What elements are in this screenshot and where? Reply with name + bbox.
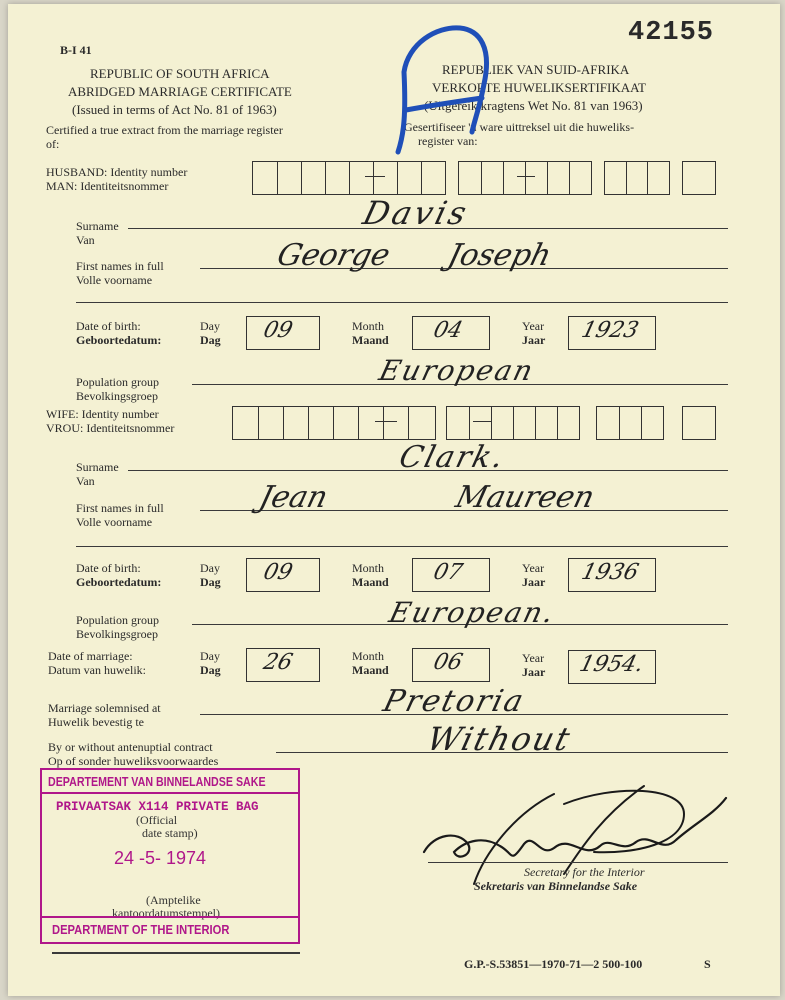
wife-surname-label-af: Van xyxy=(76,474,95,488)
month-label-af: Maand xyxy=(352,575,389,589)
serial-number: 42155 xyxy=(628,18,715,48)
stamp-underline xyxy=(52,952,300,954)
issued-en: (Issued in terms of Act No. 81 of 1963) xyxy=(72,102,277,117)
wife-first-names-value: Jean Maureen xyxy=(255,480,598,515)
husband-id-label-af: MAN: Identiteitsnommer xyxy=(46,179,169,193)
husband-dob-month: 04 xyxy=(430,318,466,343)
husband-dob-year: 1923 xyxy=(578,318,642,343)
wife-id-box-2 xyxy=(446,406,580,440)
husband-surname-label-en: Surname xyxy=(76,219,119,233)
stamp-date-stamp: date stamp) xyxy=(142,826,198,840)
month-label-af: Maand xyxy=(352,663,389,677)
marriage-date-label-af: Datum van huwelik: xyxy=(48,663,146,677)
year-label-en: Year xyxy=(522,319,545,333)
wife-dob-label-en: Date of birth: xyxy=(76,561,141,575)
certified-en-line2: of: xyxy=(46,137,60,151)
husband-first-names-label-af: Volle voorname xyxy=(76,273,153,287)
wife-dob-month: 07 xyxy=(430,560,466,585)
husband-first-names-label-en: First names in full xyxy=(76,259,164,273)
title-af-line2: VERKORTE HUWELIKSERTIFIKAAT xyxy=(432,80,646,95)
solemnised-label-af: Huwelik bevestig te xyxy=(48,715,144,729)
wife-population-value: European. xyxy=(385,596,559,629)
title-en-line2: ABRIDGED MARRIAGE CERTIFICATE xyxy=(68,84,292,99)
wife-population-label-en: Population group xyxy=(76,613,159,627)
month-label-en: Month xyxy=(352,319,385,333)
wife-first-names-label-af: Volle voorname xyxy=(76,515,153,529)
wife-id-box-3 xyxy=(596,406,664,440)
issued-af: (Uitgereik kragtens Wet No. 81 van 1963) xyxy=(424,98,643,113)
wife-surname-label-en: Surname xyxy=(76,460,119,474)
official-date-stamp xyxy=(40,768,300,944)
day-label-af: Dag xyxy=(200,333,221,347)
stamp-date: 24 -5- 1974 xyxy=(114,848,207,868)
year-label-en: Year xyxy=(522,561,545,575)
husband-id-box-2 xyxy=(458,161,592,195)
wife-population-label-af: Bevolkingsgroep xyxy=(76,627,158,641)
solemnised-value: Pretoria xyxy=(379,684,529,719)
wife-id-label-en: WIFE: Identity number xyxy=(46,407,159,421)
wife-dob-label-af: Geboortedatum: xyxy=(76,575,162,589)
stamp-amptelike: (Amptelike xyxy=(146,893,201,907)
day-label-en: Day xyxy=(200,649,220,663)
month-label-af: Maand xyxy=(352,333,389,347)
husband-population-label-en: Population group xyxy=(76,375,159,389)
wife-dob-day: 09 xyxy=(260,560,296,585)
month-label-en: Month xyxy=(352,561,385,575)
year-label-en: Year xyxy=(522,651,545,665)
print-suffix: S xyxy=(704,957,711,971)
marriage-year: 1954. xyxy=(576,652,647,677)
husband-id-label-en: HUSBAND: Identity number xyxy=(46,165,188,179)
marriage-date-label-en: Date of marriage: xyxy=(48,649,133,663)
year-label-af: Jaar xyxy=(522,575,546,589)
husband-extra-line xyxy=(76,302,728,303)
solemnised-label-en: Marriage solemnised at xyxy=(48,701,161,715)
husband-dob-label-en: Date of birth: xyxy=(76,319,141,333)
certificate-paper xyxy=(8,4,780,996)
wife-surname-value: Clark. xyxy=(395,440,509,475)
husband-population-label-af: Bevolkingsgroep xyxy=(76,389,158,403)
day-label-en: Day xyxy=(200,561,220,575)
husband-population-value: European xyxy=(375,354,539,387)
wife-dob-year: 1936 xyxy=(578,560,642,585)
stamp-kantoor: kantoordatumstempel) xyxy=(112,906,220,920)
wife-id-label-af: VROU: Identiteitsnommer xyxy=(46,421,175,435)
wife-id-box-1 xyxy=(232,406,436,440)
husband-first-names-value: George Joseph xyxy=(273,238,555,273)
stamp-private-bag: PRIVAATSAK X114 PRIVATE BAG xyxy=(56,800,259,814)
stamp-official: (Official xyxy=(136,813,178,827)
contract-value: Without xyxy=(423,720,576,758)
year-label-af: Jaar xyxy=(522,665,546,679)
contract-label-af: Op of sonder huweliksvoorwaardes xyxy=(48,754,219,768)
husband-surname-value: Davis xyxy=(359,194,474,232)
year-label-af: Jaar xyxy=(522,333,546,347)
marriage-day: 26 xyxy=(260,650,296,675)
certified-en-line1: Certified a true extract from the marriage register xyxy=(46,123,283,137)
husband-dob-label-af: Geboortedatum: xyxy=(76,333,162,347)
signature-line xyxy=(428,862,728,863)
print-code: G.P.-S.53851—1970-71—2 500-100 xyxy=(464,957,643,971)
husband-dob-day: 09 xyxy=(260,318,296,343)
secretary-label-af: Sekretaris van Binnelandse Sake xyxy=(474,879,638,893)
husband-surname-label-af: Van xyxy=(76,233,95,247)
certified-af-line1: Gesertifiseer 'n ware uittreksel uit die huweliks- xyxy=(404,120,635,134)
husband-id-box-3 xyxy=(604,161,670,195)
month-label-en: Month xyxy=(352,649,385,663)
day-label-af: Dag xyxy=(200,663,221,677)
title-af-line1: REPUBLIEK VAN SUID-AFRIKA xyxy=(442,62,630,77)
title-en-line1: REPUBLIC OF SOUTH AFRICA xyxy=(90,66,270,81)
day-label-af: Dag xyxy=(200,575,221,589)
day-label-en: Day xyxy=(200,319,220,333)
contract-label-en: By or without antenuptial contract xyxy=(48,740,213,754)
husband-id-box-4 xyxy=(682,161,716,195)
secretary-label-en: Secretary for the Interior xyxy=(524,865,645,879)
wife-id-box-4 xyxy=(682,406,716,440)
certified-af-line2: register van: xyxy=(418,134,478,148)
wife-first-names-label-en: First names in full xyxy=(76,501,164,515)
form-code: B-I 41 xyxy=(60,43,92,57)
husband-id-box-1 xyxy=(252,161,446,195)
wife-extra-line xyxy=(76,546,728,547)
stamp-top-text: DEPARTEMENT VAN BINNELANDSE SAKE xyxy=(48,774,266,789)
marriage-month: 06 xyxy=(430,650,466,675)
stamp-bottom-text: DEPARTMENT OF THE INTERIOR xyxy=(52,922,230,937)
pen-annotation-a xyxy=(388,14,508,159)
